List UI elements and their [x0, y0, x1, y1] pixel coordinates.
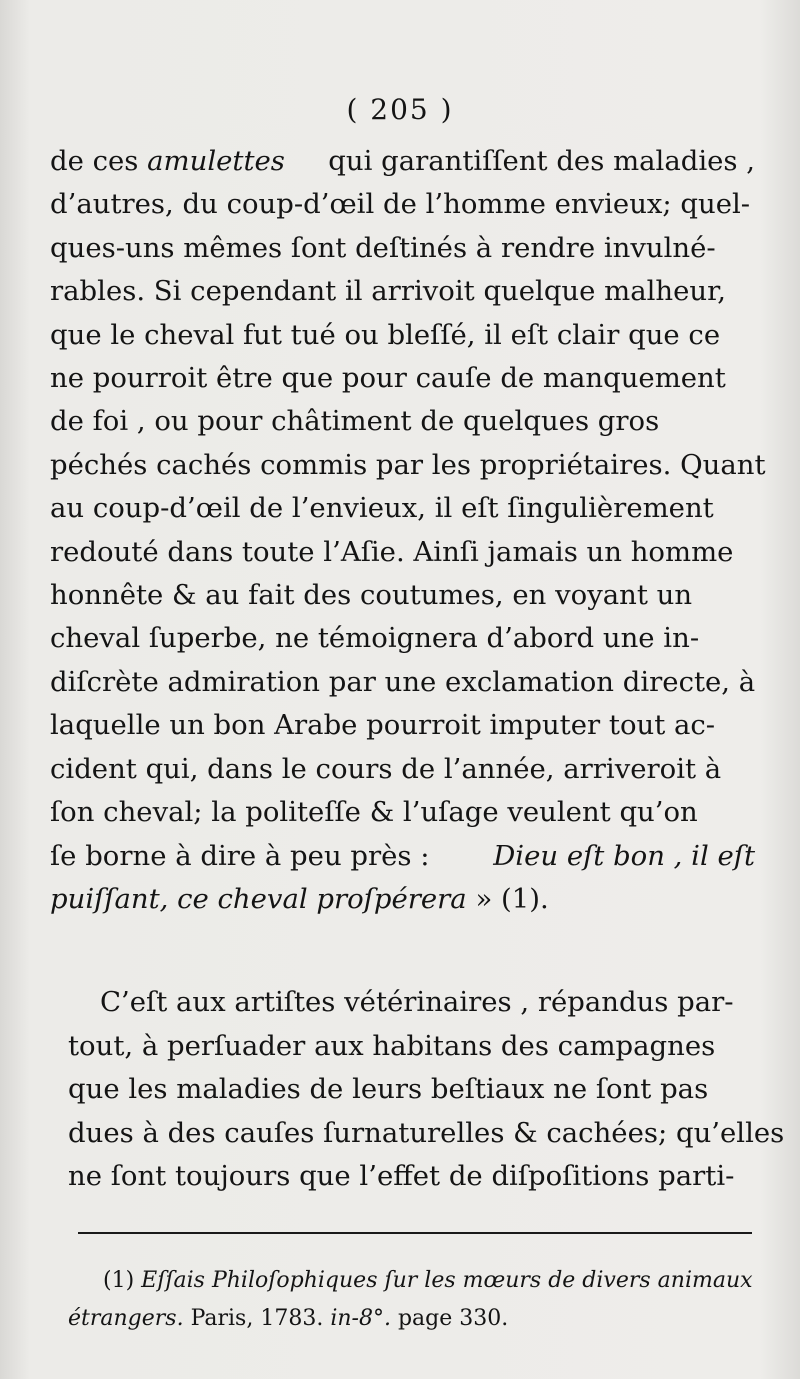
footnote-line [68, 1300, 768, 1338]
text-line [50, 227, 755, 270]
text-segment: d’autres, du coup-d’œil de l’homme envieux; quel- [50, 188, 751, 221]
text-segment: que le cheval fut tué ou bleſſé, il eſt clair que ce [50, 318, 721, 351]
italic-segment: amulettes [147, 145, 285, 177]
text-segment: de ces [50, 145, 148, 177]
text-segment: de foi , ou pour châtiment de quelques gros [50, 405, 660, 438]
text-segment: dues à des cauſes ſurnaturelles & cachées; qu’elles [68, 1116, 785, 1149]
text-segment: ſe borne à dire à peu près : [50, 839, 430, 872]
text-segment: cheval ſuperbe, ne témoignera d’abord une in- [50, 622, 700, 655]
text-line [50, 1025, 755, 1068]
text-segment: C’eſt aux artiſtes vétérinaires , répandus par- [100, 986, 734, 1019]
text-segment: au coup-d’œil de l’envieux, il eſt ſingulièrement [50, 492, 714, 525]
text-line [50, 270, 755, 313]
text-segment: cident qui, dans le cours de l’année, arriveroit à [50, 752, 722, 785]
footnote-title-cont: étrangers. [68, 1306, 184, 1331]
text-segment: honnête & au fait des coutumes, en voyant un [50, 579, 693, 612]
text-line [50, 487, 755, 530]
text-segment: ne pourroit être que pour cauſe de manquement [50, 362, 726, 395]
text-segment: laquelle un bon Arabe pourroit imputer tout ac- [50, 709, 716, 742]
text-segment: ne ſont toujours que l’effet de diſpoſitions parti- [68, 1159, 735, 1192]
italic-segment: Dieu eſt bon , il eſt [493, 839, 755, 872]
text-line [50, 400, 755, 443]
text-line [50, 140, 755, 183]
text-line [50, 1112, 785, 1155]
text-line [50, 704, 755, 747]
text-line [50, 748, 755, 791]
text-line [50, 617, 755, 660]
footnote [68, 1262, 768, 1338]
text-line [50, 574, 755, 617]
footnote-rule [78, 1232, 752, 1234]
footnote-place-year: Paris, 1783. [190, 1306, 331, 1331]
footnote-line [68, 1262, 768, 1300]
text-line [50, 183, 755, 226]
footnote-title: Eſſais Philoſophiques ſur les mœurs de divers animaux [141, 1268, 753, 1293]
text-segment: qui garantiſſent des maladies , [328, 145, 755, 177]
body-text [50, 140, 785, 1198]
footnote-marker: (1) [103, 1268, 135, 1293]
text-line [50, 981, 755, 1024]
page-number: ( 205 ) [346, 93, 454, 126]
text-line [50, 835, 755, 878]
text-segment: redouté dans toute l’Aſie. Ainſi jamais un homme [50, 535, 734, 568]
text-segment: ſon cheval; la politeſſe & l’uſage veulent qu’on [50, 796, 698, 829]
text-line [50, 661, 755, 704]
text-line [50, 444, 766, 487]
text-segment: que les maladies de leurs beſtiaux ne ſont pas [68, 1073, 709, 1106]
text-segment: rables. Si cependant il arrivoit quelque malheur, [50, 275, 726, 308]
footnote-page: page 330. [390, 1306, 509, 1331]
text-line [50, 357, 755, 400]
paragraph-gap [50, 921, 755, 981]
text-segment: » (1). [466, 882, 549, 915]
text-line [50, 1155, 755, 1198]
text-line [50, 314, 755, 357]
text-line [50, 878, 755, 921]
text-segment: ques-uns mêmes ſont deſtinés à rendre invulné- [50, 231, 716, 264]
text-segment: péchés cachés commis par les propriétaires. Quant [50, 448, 766, 481]
text-line [50, 1068, 755, 1111]
text-segment: tout, à perſuader aux habitans des campagnes [68, 1029, 716, 1062]
text-segment: diſcrète admiration par une exclamation directe, à [50, 665, 756, 698]
footnote-format: in-8°. [330, 1306, 391, 1331]
text-line [50, 791, 755, 834]
italic-segment: puiſſant, ce cheval proſpérera [50, 882, 467, 915]
text-line [50, 531, 755, 574]
